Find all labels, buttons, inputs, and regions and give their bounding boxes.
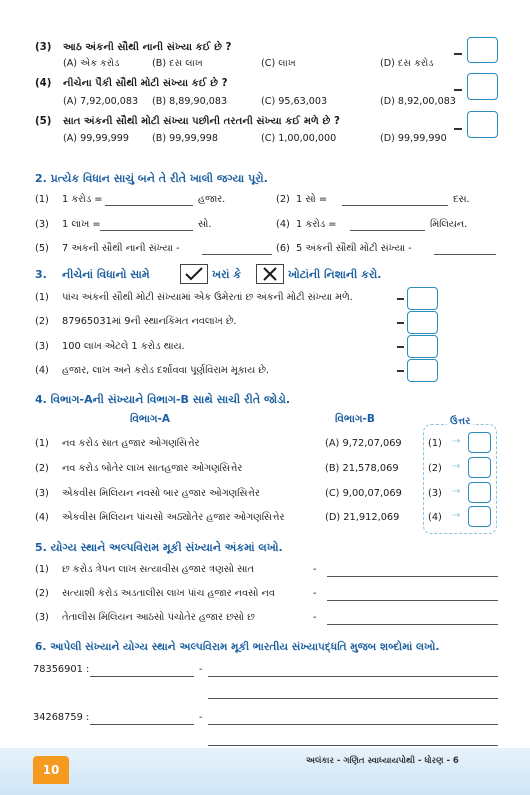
s5-item-2-text: સત્યાશી કરોડ અડતાલીસ લાખ પાંચ હજાર નવસો નવ bbox=[62, 588, 275, 599]
check-mark-icon bbox=[180, 264, 208, 284]
s4-ans-2-label: (2) bbox=[428, 463, 442, 474]
q3-option-a[interactable]: (A) એક કરોડ bbox=[63, 58, 120, 69]
s3-item-3-answer-box[interactable] bbox=[407, 335, 438, 358]
s2-q1-label: 1 કરોડ = bbox=[62, 194, 103, 205]
s6-item-2-words-line-2[interactable] bbox=[208, 745, 498, 746]
s2-q1-suffix: હજાર. bbox=[198, 194, 226, 205]
section3-title-b: ખરાં કે bbox=[212, 268, 242, 281]
s5-item-2-dash: - bbox=[313, 588, 317, 599]
s2-q4-label: 1 કરોડ = bbox=[296, 219, 337, 230]
s2-q2-number: (2) bbox=[276, 194, 290, 205]
section4-head-b: વિભાગ-B bbox=[335, 413, 375, 425]
s4-row-2-b: (B) 21,578,069 bbox=[325, 463, 399, 474]
s3-item-2-text: 87965031માં 9ની સ્થાનકિંમત નવલાખ છે. bbox=[62, 316, 237, 327]
cross-mark-icon bbox=[256, 264, 284, 284]
s2-q2-suffix: દસ. bbox=[453, 194, 470, 205]
s4-row-3-b: (C) 9,00,07,069 bbox=[325, 488, 402, 499]
q4-option-d[interactable]: (D) 8,92,00,083 bbox=[380, 96, 456, 107]
s3-item-2-answer-box[interactable] bbox=[407, 311, 438, 334]
s3-item-2-dash bbox=[397, 322, 404, 324]
q4-option-b[interactable]: (B) 8,89,90,083 bbox=[152, 96, 228, 107]
s5-item-3-text: તેતાલીસ મિલિયન આઠસો પંચોતેર હજાર છસો છ bbox=[62, 612, 255, 623]
section2-title: 2. પ્રત્યેક વિધાન સાચું બને તે રીતે ખાલી જગ્યા પૂરો. bbox=[35, 172, 268, 185]
s5-item-3-number: (3) bbox=[35, 612, 49, 623]
s6-item-1-digits-line[interactable] bbox=[90, 676, 194, 677]
s6-item-1-words-line-2[interactable] bbox=[208, 698, 498, 699]
arrow-right-icon: → bbox=[452, 436, 461, 447]
s6-item-1-words-line-1[interactable] bbox=[208, 676, 498, 677]
q4-option-a[interactable]: (A) 7,92,00,083 bbox=[63, 96, 139, 107]
s4-row-3-number: (3) bbox=[35, 488, 49, 499]
q4-number: (4) bbox=[35, 78, 52, 89]
q5-dash bbox=[454, 128, 462, 130]
s5-item-2-number: (2) bbox=[35, 588, 49, 599]
s2-q1-blank[interactable] bbox=[105, 205, 193, 206]
q5-text: સાત અંકની સૌથી મોટી સંખ્યા પછીની તરતની સંખ્યા કઈ મળે છે ? bbox=[63, 116, 340, 127]
section3-number: 3. bbox=[35, 268, 47, 281]
s2-q2-blank[interactable] bbox=[342, 205, 448, 206]
section4-title: 4. વિભાગ-Aની સંખ્યાને વિભાગ-B સાથે સાચી રીતે જોડો. bbox=[35, 393, 291, 406]
q3-dash bbox=[454, 53, 462, 55]
s2-q4-suffix: મિલિયન. bbox=[430, 219, 468, 230]
s4-row-2-a: નવ કરોડ બોતેર લાખ સાતહજાર ઓગણસિત્તેર bbox=[62, 463, 243, 474]
s4-ans-4-label: (4) bbox=[428, 512, 442, 523]
s2-q2-label: 1 સો = bbox=[296, 194, 328, 205]
q3-option-c[interactable]: (C) લાખ bbox=[261, 58, 296, 69]
q3-text: આઠ અંકની સૌથી નાની સંખ્યા કઈ છે ? bbox=[63, 42, 232, 53]
q5-number: (5) bbox=[35, 116, 52, 127]
q5-answer-box[interactable] bbox=[467, 111, 498, 138]
footer-book-title: અલંકાર - ગણિત સ્વાધ્યાયપોથી - ધોરણ - 6 bbox=[306, 756, 459, 766]
s2-q3-label: 1 લાખ = bbox=[62, 219, 101, 230]
s5-item-1-text: છ કરોડ ત્રેપન લાખ સત્યાવીસ હજાર ત્રણસો સાત bbox=[62, 564, 254, 575]
s2-q5-number: (5) bbox=[35, 243, 49, 254]
section6-title: 6. આપેલી સંખ્યાને યોગ્ય સ્થાને અલ્પવિરામ મૂકી ભારતીય સંખ્યાપદ્ધતિ મુજબ શબ્દોમાં લખો. bbox=[35, 641, 440, 653]
q3-option-d[interactable]: (D) દસ કરોડ bbox=[380, 58, 434, 69]
s2-q6-number: (6) bbox=[276, 243, 290, 254]
q5-option-a[interactable]: (A) 99,99,999 bbox=[63, 133, 129, 144]
s2-q1-number: (1) bbox=[35, 194, 49, 205]
q4-answer-box[interactable] bbox=[467, 73, 498, 100]
s2-q3-suffix: સો. bbox=[198, 219, 212, 230]
s3-item-1-text: પાંચ અંકની સૌથી મોટી સંખ્યામાં એક ઉમેરતાં છ અંકની મોટી સંખ્યા મળે. bbox=[62, 292, 353, 303]
s3-item-4-number: (4) bbox=[35, 365, 49, 376]
s3-item-3-number: (3) bbox=[35, 341, 49, 352]
s2-q5-label: 7 અંકની સૌથી નાની સંખ્યા - bbox=[62, 243, 180, 254]
s2-q6-label: 5 અંકની સૌથી મોટી સંખ્યા - bbox=[296, 243, 412, 254]
s4-row-1-a: નવ કરોડ સાત હજાર ઓગણસિત્તેર bbox=[62, 438, 200, 449]
arrow-right-icon: → bbox=[452, 461, 461, 472]
s2-q6-blank[interactable] bbox=[434, 254, 496, 255]
s4-ans-2-box[interactable] bbox=[468, 457, 491, 478]
s5-item-2-answer-line[interactable] bbox=[327, 600, 498, 601]
s4-row-4-a: એકવીસ મિલિયન પાંચસો અઠ્યોતેર હજાર ઓગણસિત્તેર bbox=[62, 512, 285, 523]
s6-item-2-digits-line[interactable] bbox=[90, 724, 194, 725]
s4-ans-3-box[interactable] bbox=[468, 482, 491, 503]
q5-option-c[interactable]: (C) 1,00,00,000 bbox=[261, 133, 337, 144]
q4-option-c[interactable]: (C) 95,63,003 bbox=[261, 96, 328, 107]
s5-item-3-answer-line[interactable] bbox=[327, 624, 498, 625]
q3-number: (3) bbox=[35, 42, 52, 53]
s5-item-1-dash: - bbox=[313, 564, 317, 575]
s5-item-1-answer-line[interactable] bbox=[327, 576, 498, 577]
s2-q5-blank[interactable] bbox=[202, 254, 272, 255]
s6-item-2-number: 34268759 : bbox=[33, 712, 90, 723]
s3-item-2-number: (2) bbox=[35, 316, 49, 327]
q4-dash bbox=[454, 89, 462, 91]
s6-item-2-dash: - bbox=[199, 712, 203, 723]
s4-row-2-number: (2) bbox=[35, 463, 49, 474]
s5-item-3-dash: - bbox=[313, 612, 317, 623]
s4-ans-1-label: (1) bbox=[428, 438, 442, 449]
s3-item-4-text: હજાર, લાખ અને કરોડ દર્શાવવા પૂર્ણવિરામ મૂકાય છે. bbox=[62, 365, 269, 376]
s3-item-1-dash bbox=[397, 298, 404, 300]
s2-q3-number: (3) bbox=[35, 219, 49, 230]
q3-option-b[interactable]: (B) દસ લાખ bbox=[152, 58, 203, 69]
s3-item-4-answer-box[interactable] bbox=[407, 359, 438, 382]
section5-title: 5. યોગ્ય સ્થાને અલ્પવિરામ મૂકી સંખ્યાને અંકમાં લખો. bbox=[35, 541, 283, 554]
section3-title-a: નીચેનાં વિધાનો સામે bbox=[62, 268, 150, 281]
s3-item-1-number: (1) bbox=[35, 292, 49, 303]
q3-answer-box[interactable] bbox=[467, 37, 498, 63]
s6-item-2-words-line-1[interactable] bbox=[208, 724, 498, 725]
s6-item-1-number: 78356901 : bbox=[33, 664, 90, 675]
q5-option-b[interactable]: (B) 99,99,998 bbox=[152, 133, 218, 144]
s4-row-1-number: (1) bbox=[35, 438, 49, 449]
s4-row-4-b: (D) 21,912,069 bbox=[325, 512, 400, 523]
page-number: 10 bbox=[33, 756, 69, 784]
s3-item-4-dash bbox=[397, 370, 404, 372]
s5-item-1-number: (1) bbox=[35, 564, 49, 575]
s6-item-1-dash: - bbox=[199, 664, 203, 675]
section4-head-a: વિભાગ-A bbox=[130, 413, 171, 425]
s3-item-1-answer-box[interactable] bbox=[407, 287, 438, 310]
q4-text: નીચેના પૈકી સૌથી મોટી સંખ્યા કઈ છે ? bbox=[63, 78, 228, 89]
s3-item-3-dash bbox=[397, 346, 404, 348]
s2-q4-blank[interactable] bbox=[350, 230, 425, 231]
s4-ans-1-box[interactable] bbox=[468, 432, 491, 453]
q5-option-d[interactable]: (D) 99,99,990 bbox=[380, 133, 447, 144]
s4-row-3-a: એકવીસ મિલિયન નવસો બાર હજાર ઓગણસિત્તેર bbox=[62, 488, 260, 499]
s4-row-1-b: (A) 9,72,07,069 bbox=[325, 438, 402, 449]
s2-q3-blank[interactable] bbox=[100, 230, 193, 231]
s4-ans-4-box[interactable] bbox=[468, 506, 491, 527]
s3-item-3-text: 100 લાખ એટલે 1 કરોડ થાય. bbox=[62, 341, 185, 352]
arrow-right-icon: → bbox=[452, 510, 461, 521]
answer-panel-title: ઉત્તર bbox=[447, 416, 473, 427]
s4-row-4-number: (4) bbox=[35, 512, 49, 523]
s4-ans-3-label: (3) bbox=[428, 488, 442, 499]
s2-q4-number: (4) bbox=[276, 219, 290, 230]
arrow-right-icon: → bbox=[452, 486, 461, 497]
section3-title-c: ખોટાંની નિશાની કરો. bbox=[288, 268, 382, 281]
